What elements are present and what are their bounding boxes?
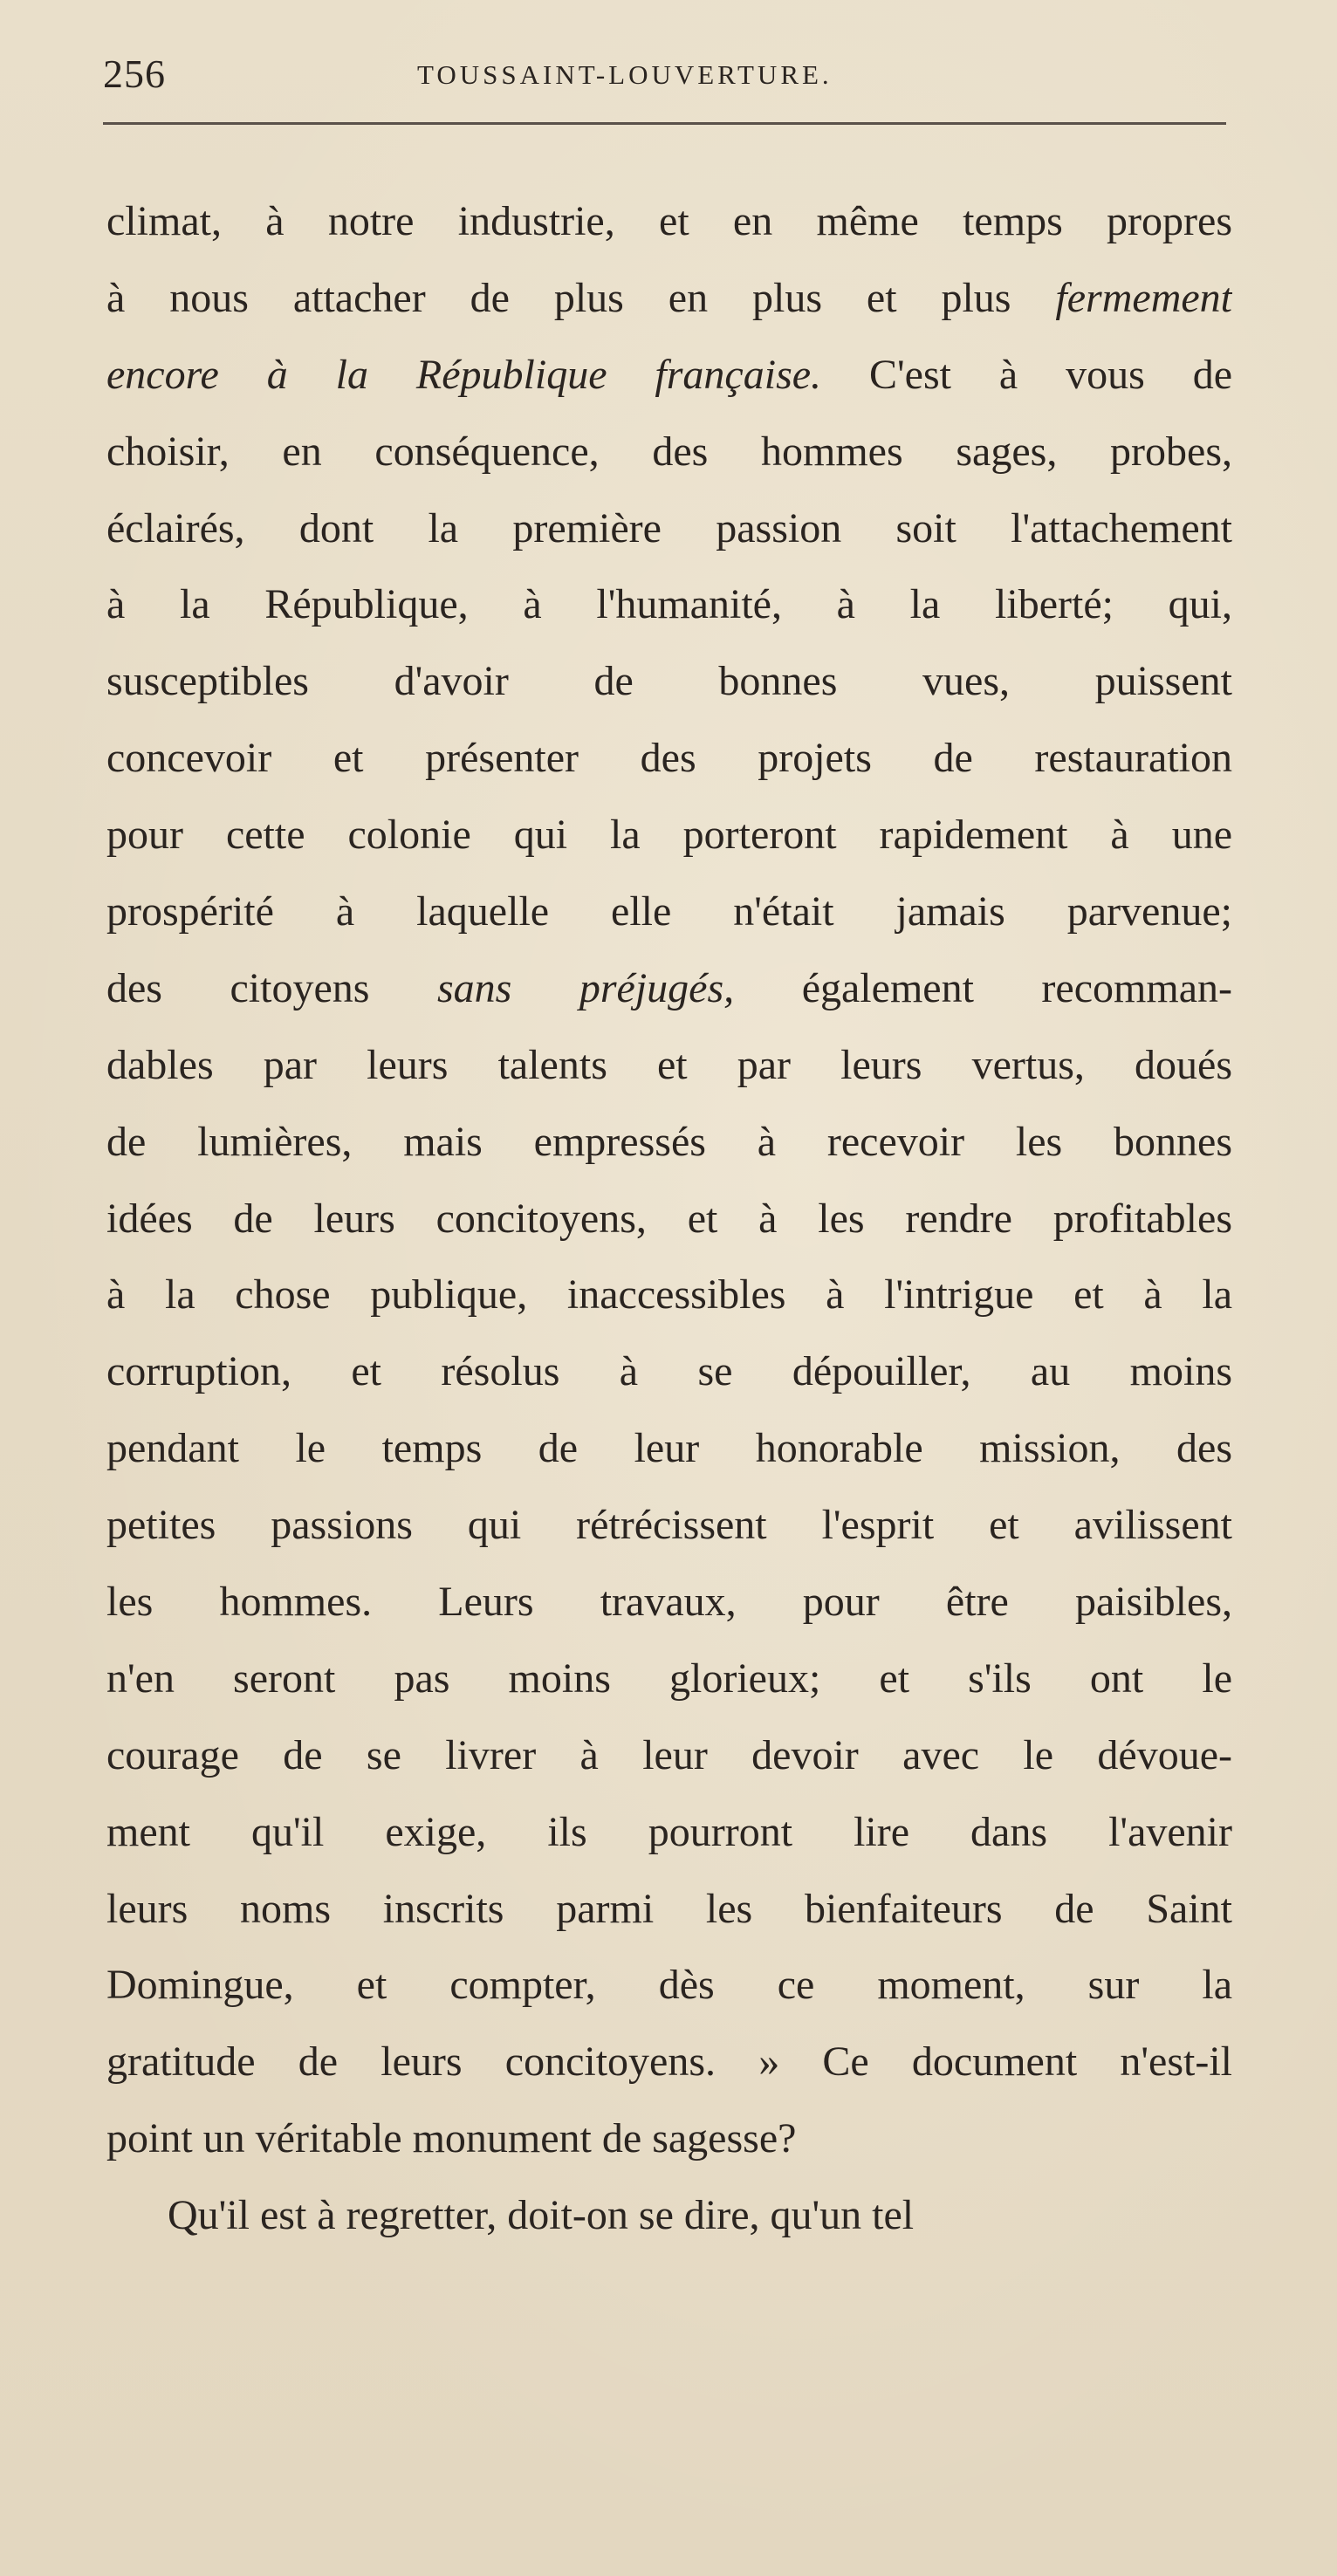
text-run: éclairés, dont la première passion soit l'attachement [106,504,1232,552]
text-line [106,720,1232,797]
text-run: pour cette colonie qui la porteront rapidement à une [106,812,1232,859]
italic-text-run: fermement [1055,274,1232,321]
text-run: point un véritable monument de sagesse? [106,2115,797,2162]
text-run: C'est à vous de [821,351,1232,398]
text-line [106,797,1232,874]
text-line [106,2177,1232,2254]
text-line [106,1104,1232,1181]
text-line [106,1641,1232,1717]
text-run: dables par leurs talents et par leurs vertus, doués [106,1041,1232,1088]
text-run: Qu'il est à regretter, doit-on se dire, qu'un tel [168,2192,915,2239]
text-line [106,2024,1232,2100]
text-line [106,490,1232,567]
text-line [106,1257,1232,1333]
text-run: pendant le temps de leur honorable mission, des [106,1425,1232,1472]
text-line [106,1794,1232,1871]
text-line [106,414,1232,490]
text-line [106,2100,1232,2177]
text-line [106,1947,1232,2024]
text-run: de lumières, mais empressés à recevoir les bonnes [106,1118,1232,1165]
text-line [106,1564,1232,1641]
text-run: à nous attacher de plus en plus et plus [106,274,1056,321]
text-line [106,1871,1232,1948]
text-run: gratitude de leurs concitoyens. » Ce document n'est-il [106,2038,1232,2086]
text-run: n'en seront pas moins glorieux; et s'ils ont le [106,1655,1232,1702]
text-run: Domingue, et compter, dès ce moment, sur la [106,1962,1232,2009]
text-line [106,874,1232,950]
text-line [106,260,1232,337]
text-line [106,337,1232,414]
text-run: prospérité à laquelle elle n'était jamais parvenue; [106,888,1232,935]
text-run: corruption, et résolus à se dépouiller, au moins [106,1348,1232,1395]
text-run: également recomman- [734,964,1232,1011]
text-line [106,1333,1232,1410]
text-run: petites passions qui rétrécissent l'esprit et avilissent [106,1502,1232,1549]
text-run: idées de leurs concitoyens, et à les rendre profitables [106,1195,1232,1242]
text-line [106,950,1232,1027]
text-run: les hommes. Leurs travaux, pour être paisibles, [106,1579,1232,1626]
text-line [106,1717,1232,1794]
text-line [106,1027,1232,1104]
italic-text-run: encore à la République française. [106,351,822,398]
text-run: climat, à notre industrie, et en même temps propres [106,198,1232,244]
text-line [106,1487,1232,1564]
text-run: choisir, en conséquence, des hommes sages, probes, [106,428,1232,475]
text-run: leurs noms inscrits parmi les bienfaiteurs de Saint [106,1885,1232,1932]
text-run: ment qu'il exige, ils pourront lire dans l'avenir [106,1808,1232,1855]
text-line [106,1181,1232,1257]
italic-text-run: sans préjugés, [436,964,735,1011]
page-header [103,51,1231,103]
text-line [106,1410,1232,1487]
text-run: concevoir et présenter des projets de restauration [106,735,1232,782]
page-number: 256 [103,51,166,96]
text-run: susceptibles d'avoir de bonnes vues, puissent [106,658,1232,705]
text-line [106,183,1232,260]
text-run: des citoyens [106,964,437,1011]
text-line [106,566,1232,643]
header-rule [103,122,1226,125]
body-text [106,183,1232,2254]
running-title: TOUSSAINT-LOUVERTURE. [417,59,833,90]
text-run: courage de se livrer à leur devoir avec le dévoue- [106,1731,1232,1778]
text-line [106,643,1232,720]
text-run: à la chose publique, inaccessibles à l'intrigue et à la [106,1271,1232,1319]
text-run: à la République, à l'humanité, à la liberté; qui, [106,581,1232,628]
